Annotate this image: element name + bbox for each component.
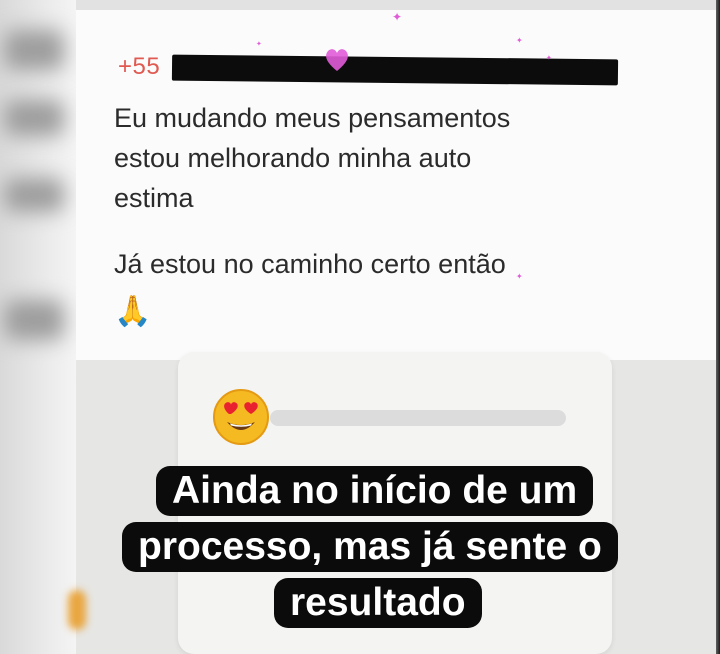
caption-line-3: resultado — [274, 578, 482, 628]
heart-sticker-icon — [322, 44, 352, 74]
blur-shape — [4, 178, 64, 212]
message-line: Já estou no caminho certo então — [114, 249, 506, 279]
sparkle-icon: ✦ — [256, 41, 262, 48]
emoji-slider-track[interactable] — [270, 410, 566, 426]
sparkle-icon: ✦ — [392, 10, 403, 24]
sparkle-icon: ✦ — [516, 36, 523, 45]
message-text — [114, 98, 634, 218]
blur-shape — [4, 300, 64, 340]
heart-eyes-emoji-icon[interactable] — [212, 388, 270, 446]
blur-shape — [4, 30, 64, 70]
message-text-2 — [114, 244, 634, 284]
sparkle-icon: ✦ — [546, 55, 552, 62]
blurred-background-left — [0, 0, 76, 654]
blurred-orange-shape — [68, 590, 86, 630]
sparkle-icon: ✦ — [516, 272, 523, 281]
blur-shape — [4, 100, 64, 136]
top-strip — [76, 0, 716, 10]
message-line: estou melhorando minha auto — [114, 143, 472, 173]
message-line: Eu mudando meus pensamentos — [114, 103, 511, 133]
chat-message-card — [76, 10, 716, 360]
caption-line-2: processo, mas já sente o — [122, 522, 618, 572]
sender-phone: +55 — [118, 53, 161, 80]
caption-line-1: Ainda no início de um — [156, 466, 593, 516]
message-line: estima — [114, 183, 194, 213]
praying-hands-icon: 🙏 — [114, 295, 152, 328]
